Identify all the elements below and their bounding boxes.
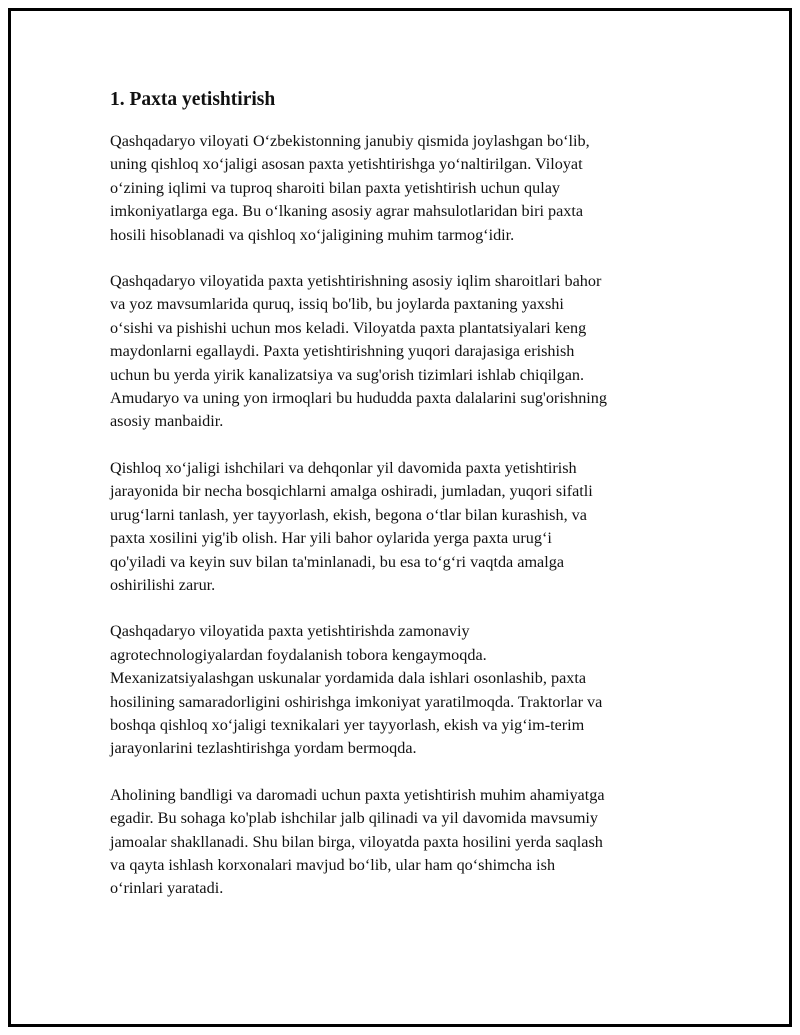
paragraph <box>110 130 685 247</box>
paragraph-line: uchun bu yerda yirik kanalizatsiya va sug'orish tizimlari ishlab chiqilgan. <box>110 365 585 384</box>
paragraph-line: boshqa qishloq xo‘jaligi texnikalari yer tayyorlash, ekish va yig‘im-terim <box>110 715 585 734</box>
paragraph <box>110 457 685 597</box>
paragraph-line: agrotechnologiyalardan foydalanish tobora kengaymoqda. <box>110 645 487 664</box>
paragraph-line: va qayta ishlash korxonalari mavjud bo‘lib, ular ham qo‘shimcha ish <box>110 855 556 874</box>
paragraph-line: uning qishloq xo‘jaligi asosan paxta yetishtirishga yo‘naltirilgan. Viloyat <box>110 155 583 174</box>
paragraph-line: maydonlarni egallaydi. Paxta yetishtirishning yuqori darajasiga erishish <box>110 342 575 361</box>
paragraph-line: va yoz mavsumlarida quruq, issiq bo'lib, bu joylarda paxtaning yaxshi <box>110 295 564 314</box>
paragraph-line: oshirilishi zarur. <box>110 575 216 594</box>
paragraph-line: hosilining samaradorligini oshirishga imkoniyat yaratilmoqda. Traktorlar va <box>110 692 603 711</box>
paragraph-line: o‘sishi va pishishi uchun mos keladi. Viloyatda paxta plantatsiyalari keng <box>110 318 587 337</box>
paragraph-line: egadir. Bu sohaga ko'plab ishchilar jalb qilinadi va yil davomida mavsumiy <box>110 809 598 828</box>
paragraph-line: hosili hisoblanadi va qishloq xo‘jaligining muhim tarmog‘idir. <box>110 225 515 244</box>
paragraph-line: Qashqadaryo viloyati O‘zbekistonning janubiy qismida joylashgan bo‘lib, <box>110 132 590 150</box>
paragraph-line: jarayonida bir necha bosqichlarni amalga oshiradi, jumladan, yuqori sifatli <box>110 482 593 501</box>
paragraph-line: Qashqadaryo viloyatida paxta yetishtirishning asosiy iqlim sharoitlari bahor <box>110 272 602 291</box>
paragraph-line: Aholining bandligi va daromadi uchun paxta yetishtirish muhim ahamiyatga <box>110 785 605 804</box>
document-body <box>110 88 685 924</box>
paragraph-line: jamoalar shakllanadi. Shu bilan birga, viloyatda paxta hosilini yerda saqlash <box>110 832 603 851</box>
paragraph-line: o‘zining iqlimi va tuproq sharoiti bilan paxta yetishtirish uchun qulay <box>110 178 561 197</box>
paragraph <box>110 784 685 901</box>
paragraph-line: Mexanizatsiyalashgan uskunalar yordamida dala ishlari osonlashib, paxta <box>110 669 587 688</box>
section-heading: 1. Paxta yetishtirish <box>110 89 276 110</box>
paragraph-line: Qishloq xo‘jaligi ishchilari va dehqonlar yil davomida paxta yetishtirish <box>110 458 577 477</box>
paragraph <box>110 620 685 760</box>
paragraph-list <box>110 130 685 901</box>
paragraph-line: jarayonlarini tezlashtirishga yordam bermoqda. <box>110 739 417 758</box>
paragraph-line: Amudaryo va uning yon irmoqlari bu hududda paxta dalalarini sug'orishning <box>110 389 607 408</box>
paragraph-line: urug‘larni tanlash, yer tayyorlash, ekish, begona o‘tlar bilan kurashish, va <box>110 505 587 524</box>
paragraph <box>110 270 685 434</box>
paragraph-line: Qashqadaryo viloyatida paxta yetishtirishda zamonaviy <box>110 622 470 641</box>
paragraph-line: qo'yiladi va keyin suv bilan ta'minlanadi, bu esa to‘g‘ri vaqtda amalga <box>110 552 565 571</box>
paragraph-line: asosiy manbaidir. <box>110 412 224 431</box>
paragraph-line: imkoniyatlarga ega. Bu o‘lkaning asosiy agrar mahsulotlaridan biri paxta <box>110 202 584 221</box>
paragraph-line: paxta xosilini yig'ib olish. Har yili bahor oylarida yerga paxta urug‘i <box>110 529 552 548</box>
paragraph-line: o‘rinlari yaratadi. <box>110 879 224 898</box>
